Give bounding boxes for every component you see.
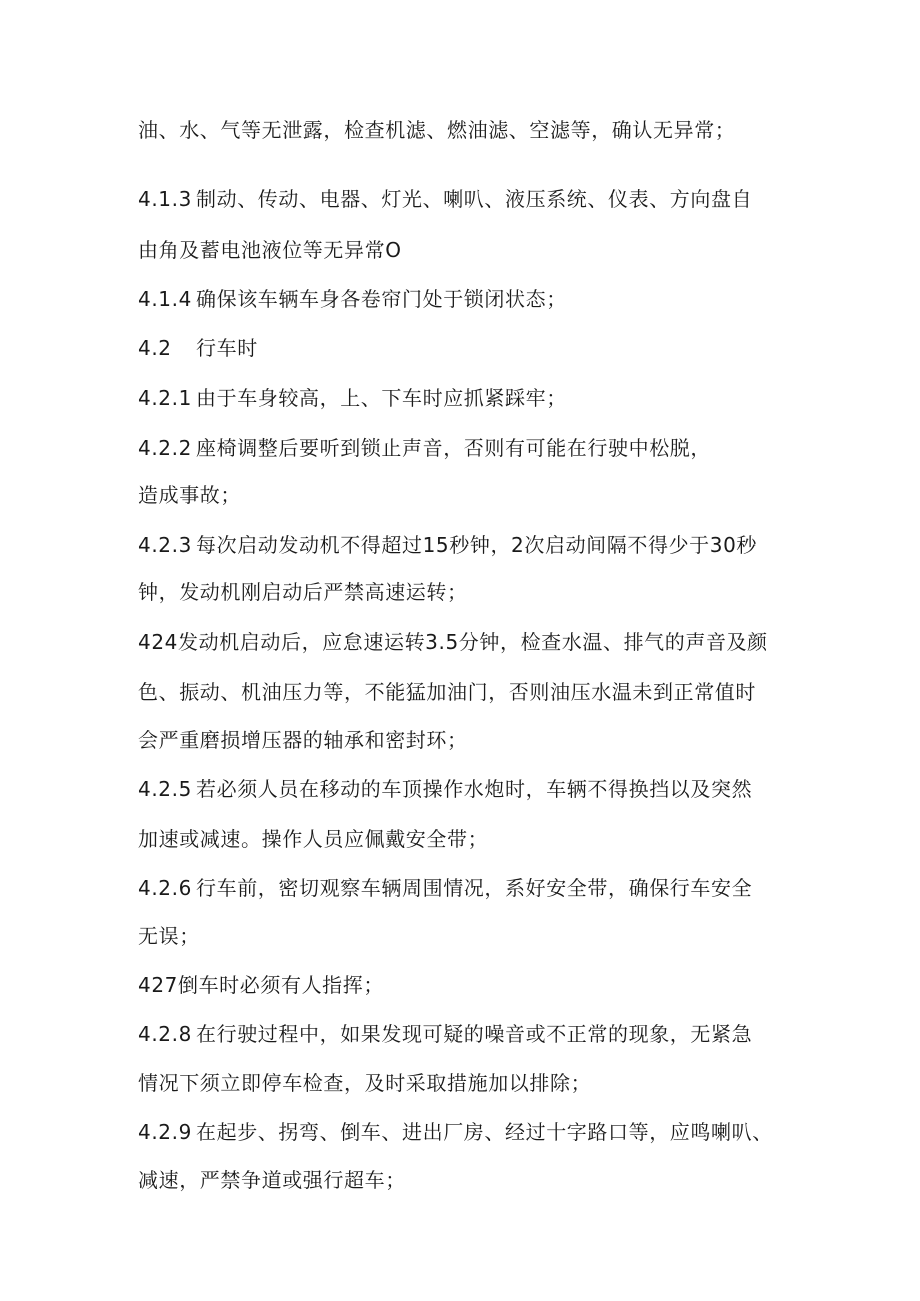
text-line — [138, 285, 567, 313]
text-line — [138, 185, 752, 213]
line-text: 若必须人员在移动的车顶操作水炮时，车辆不得换挡以及突然 — [196, 777, 753, 801]
section-number: 4.2.1 — [138, 386, 192, 410]
text-line — [138, 775, 752, 803]
text-line — [138, 116, 735, 144]
line-text: 由角及蓄电池液位等无异常O — [138, 238, 402, 262]
line-text: 由于车身较高，上、下车时应抓紧踩牢； — [196, 386, 567, 410]
line-text: 427倒车时必须有人指挥； — [138, 973, 384, 997]
line-text: 色、振动、机油压力等，不能猛加油门，否则油压水温未到正常值时 — [138, 680, 756, 704]
line-text: 油、水、气等无泄露，检查机滤、燃油滤、空滤等，确认无异常； — [138, 118, 736, 142]
line-text: 每次启动发动机不得超过15秒钟，2次启动间隔不得少于30秒 — [196, 533, 758, 557]
line-text: 制动、传动、电器、灯光、喇叭、液压系统、仪表、方向盘自 — [196, 187, 753, 211]
text-line — [138, 678, 756, 706]
text-line — [138, 922, 200, 950]
text-line — [138, 1069, 591, 1097]
text-line — [138, 874, 752, 902]
section-heading — [138, 334, 258, 362]
heading-text: 行车时 — [196, 336, 258, 360]
line-text: 行车前，密切观察车辆周围情况，系好安全带，确保行车安全 — [196, 876, 753, 900]
section-number: 4.1.3 — [138, 187, 192, 211]
section-number: 4.2.8 — [138, 1022, 192, 1046]
text-line — [138, 628, 768, 656]
section-number: 4.2.5 — [138, 777, 192, 801]
text-line — [138, 236, 402, 264]
line-text: 钟，发动机刚启动后严禁高速运转； — [138, 580, 468, 604]
line-text: 座椅调整后要听到锁止声音，否则有可能在行驶中松脱， — [196, 436, 711, 460]
text-line — [138, 1020, 752, 1048]
text-line — [138, 1166, 406, 1194]
text-line — [138, 531, 757, 559]
section-number: 4.2.2 — [138, 436, 192, 460]
text-line — [138, 1118, 773, 1146]
line-text: 造成事故； — [138, 483, 241, 507]
line-text: 减速，严禁争道或强行超车； — [138, 1168, 406, 1192]
text-line — [138, 971, 384, 999]
line-text: 无误； — [138, 924, 200, 948]
line-text: 情况下须立即停车检查，及时采取措施加以排除； — [138, 1071, 592, 1095]
section-number: 4.2 — [138, 336, 172, 360]
text-line — [138, 434, 711, 462]
section-number: 4.2.6 — [138, 876, 192, 900]
line-text: 在起步、拐弯、倒车、进出厂房、经过十字路口等，应鸣喇叭、 — [196, 1120, 773, 1144]
line-text: 424发动机启动后，应怠速运转3.5分钟，检查水温、排气的声音及颜 — [138, 630, 768, 654]
text-line — [138, 481, 241, 509]
line-text: 会严重磨损增压器的轴承和密封环； — [138, 728, 468, 752]
line-text: 在行驶过程中，如果发现可疑的噪音或不正常的现象，无紧急 — [196, 1022, 753, 1046]
line-text: 确保该车辆车身各卷帘门处于锁闭状态； — [196, 287, 567, 311]
text-line — [138, 578, 468, 606]
section-number: 4.1.4 — [138, 287, 192, 311]
section-number: 4.2.3 — [138, 533, 192, 557]
text-line — [138, 726, 468, 754]
text-line — [138, 825, 488, 853]
section-number: 4.2.9 — [138, 1120, 192, 1144]
text-line — [138, 384, 567, 412]
line-text: 加速或减速。操作人员应佩戴安全带； — [138, 827, 489, 851]
